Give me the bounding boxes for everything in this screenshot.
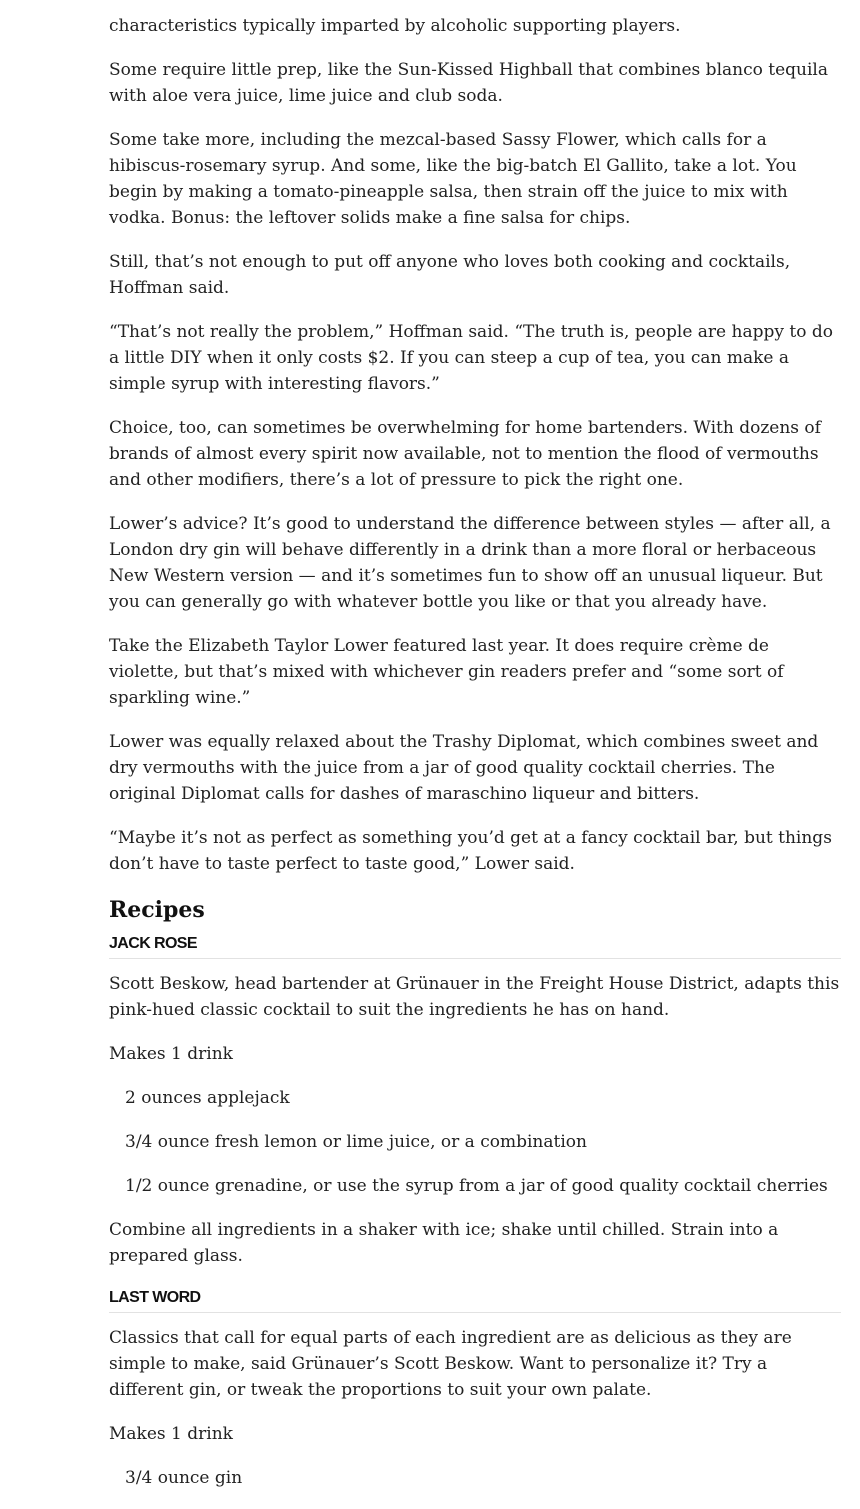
recipe-yield: Makes 1 drink — [109, 1044, 233, 1064]
article-paragraph: “That’s not really the problem,” Hoffman said. “The truth is, people are happy to do a little DIY when it only costs $2. If you can steep a cup of tea, you can make a simple syrup with interesting flavors.” — [109, 322, 833, 394]
article-paragraph: Still, that’s not enough to put off anyone who loves both cooking and cocktails, Hoffman said. — [109, 252, 791, 298]
recipe-intro: Classics that call for equal parts of each ingredient are as delicious as they are simple to make, said Grünauer’s Scott Beskow. Want to personalize it? Try a different gin, or tweak the proportions to suit your own palate. — [109, 1328, 792, 1400]
recipe-last-word — [109, 1287, 841, 1491]
ingredient-item: 1/2 ounce grenadine, or use the syrup from a jar of good quality cocktail cherries — [125, 1176, 828, 1196]
article-paragraph: characteristics typically imparted by alcoholic supporting players. — [109, 16, 681, 36]
article-paragraph: “Maybe it’s not as perfect as something you’d get at a fancy cocktail bar, but things don’t have to taste perfect to taste good,” Lower said. — [109, 828, 832, 874]
ingredient-list — [109, 1085, 841, 1199]
recipe-title: JACK ROSE — [109, 933, 841, 959]
ingredient-item: 3/4 ounce fresh lemon or lime juice, or a combination — [125, 1132, 587, 1152]
ingredient-list — [109, 1465, 841, 1491]
article-paragraph: Some require little prep, like the Sun-Kissed Highball that combines blanco tequila with aloe vera juice, lime juice and club soda. — [109, 60, 828, 106]
article-body — [109, 13, 841, 1509]
ingredient-item: 2 ounces applejack — [125, 1088, 290, 1108]
recipe-title: LAST WORD — [109, 1287, 841, 1313]
recipe-jack-rose — [109, 933, 841, 1269]
recipes-heading: Recipes — [109, 897, 205, 923]
article-paragraph: Take the Elizabeth Taylor Lower featured last year. It does require crème de violette, but that’s mixed with whichever gin readers prefer and “some sort of sparkling wine.” — [109, 636, 784, 708]
article-paragraph: Choice, too, can sometimes be overwhelming for home bartenders. With dozens of brands of almost every spirit now available, not to mention the flood of vermouths and other modifiers, there’s a lot of pressure to pick the right one. — [109, 418, 821, 490]
article-paragraph: Some take more, including the mezcal-based Sassy Flower, which calls for a hibiscus-rosemary syrup. And some, like the big-batch El Gallito, take a lot. You begin by making a tomato-pineapple salsa, then strain off the juice to mix with vodka. Bonus: the leftover solids make a fine salsa for chips. — [109, 130, 797, 228]
recipe-directions: Combine all ingredients in a shaker with ice; shake until chilled. Strain into a prepared glass. — [109, 1220, 779, 1266]
recipe-yield: Makes 1 drink — [109, 1424, 233, 1444]
article-paragraph: Lower’s advice? It’s good to understand the difference between styles — after all, a London dry gin will behave differently in a drink than a more floral or herbaceous New Western version — and it’s sometimes fun to show off an unusual liqueur. But you can generally go with whatever bottle you like or that you already have. — [109, 514, 831, 612]
recipe-intro: Scott Beskow, head bartender at Grünauer in the Freight House District, adapts this pink-hued classic cocktail to suit the ingredients he has on hand. — [109, 974, 840, 1020]
article-paragraph: Lower was equally relaxed about the Trashy Diplomat, which combines sweet and dry vermouths with the juice from a jar of good quality cocktail cherries. The original Diplomat calls for dashes of maraschino liqueur and bitters. — [109, 732, 819, 804]
ingredient-item: 3/4 ounce gin — [125, 1468, 243, 1488]
